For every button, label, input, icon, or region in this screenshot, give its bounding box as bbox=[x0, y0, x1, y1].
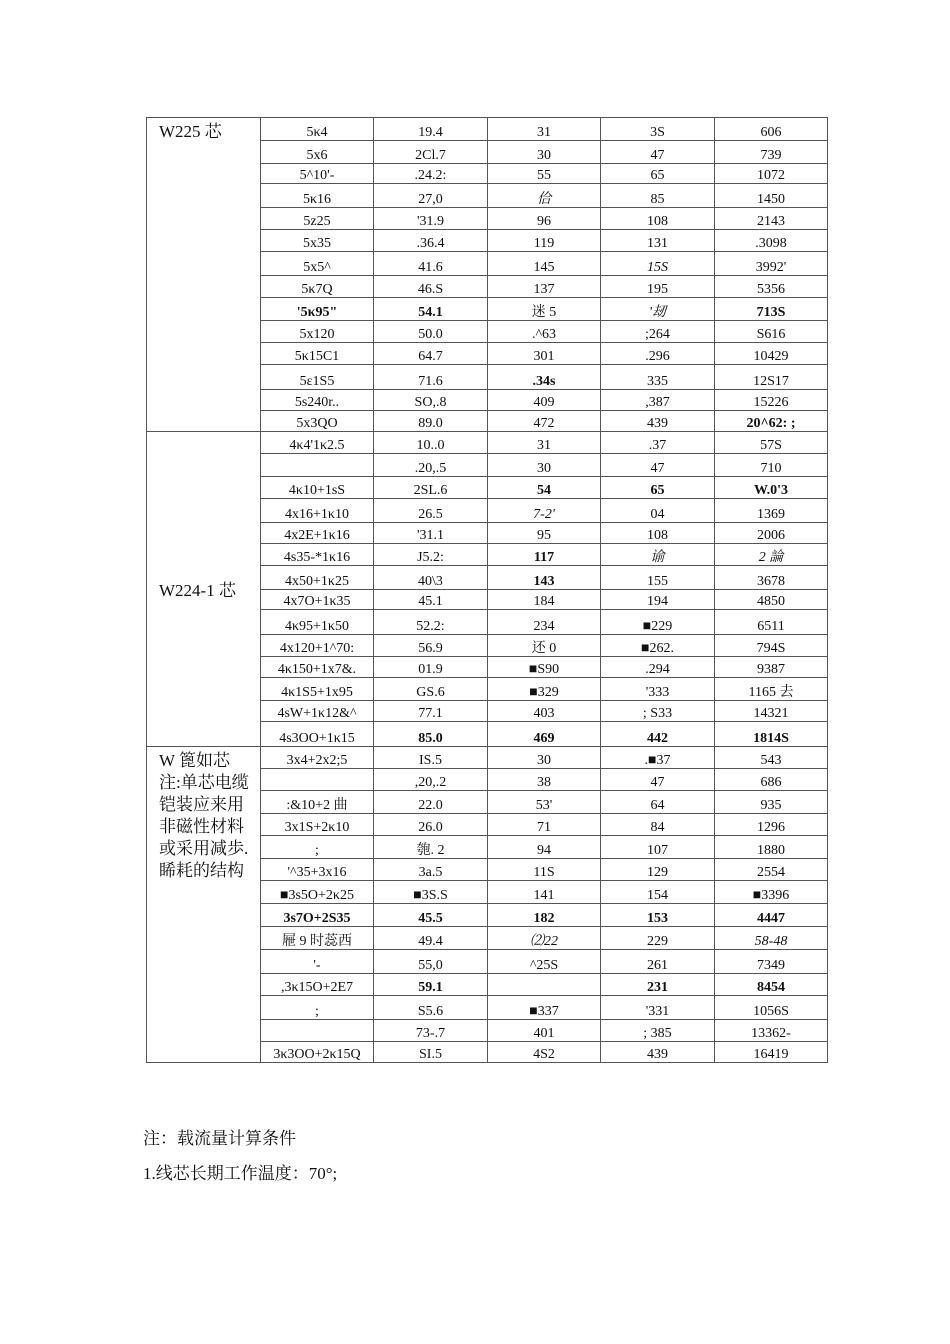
value-cell: 335 bbox=[601, 365, 715, 390]
value-cell: 65 bbox=[601, 164, 715, 184]
spec-cell: 4κ95+1κ50 bbox=[261, 610, 374, 635]
spec-cell: 3x4+2x2;5 bbox=[261, 747, 374, 769]
value-cell: 47 bbox=[601, 769, 715, 791]
spec-cell: '^35+3x16 bbox=[261, 859, 374, 881]
value-cell: ;264 bbox=[601, 321, 715, 343]
value-cell: 26.5 bbox=[374, 499, 488, 523]
value-cell: 108 bbox=[601, 523, 715, 544]
value-cell: 7-2' bbox=[488, 499, 601, 523]
value-cell: 143 bbox=[488, 566, 601, 590]
value-cell: 谕 bbox=[601, 544, 715, 566]
value-cell: 442 bbox=[601, 722, 715, 747]
spec-cell: 4κ1S5+1x95 bbox=[261, 678, 374, 701]
spec-cell: ,3κ15O+2E7 bbox=[261, 974, 374, 996]
value-cell: 739 bbox=[715, 141, 828, 164]
value-cell: 472 bbox=[488, 411, 601, 432]
table-row bbox=[147, 432, 828, 454]
value-cell: 153 bbox=[601, 904, 715, 927]
value-cell: 85.0 bbox=[374, 722, 488, 747]
spec-cell: '5κ95" bbox=[261, 298, 374, 321]
table-row bbox=[147, 747, 828, 769]
value-cell: 1450 bbox=[715, 184, 828, 208]
spec-cell: 5s240r.. bbox=[261, 390, 374, 411]
value-cell: 46.S bbox=[374, 276, 488, 298]
value-cell: 194 bbox=[601, 590, 715, 610]
value-cell: 4447 bbox=[715, 904, 828, 927]
value-cell: 73-.7 bbox=[374, 1020, 488, 1042]
spec-cell: 5κ4 bbox=[261, 118, 374, 141]
value-cell: 1296 bbox=[715, 814, 828, 836]
value-cell: '31.9 bbox=[374, 208, 488, 230]
value-cell: 11S bbox=[488, 859, 601, 881]
value-cell: 4850 bbox=[715, 590, 828, 610]
value-cell: 01.9 bbox=[374, 657, 488, 678]
value-cell: 13362- bbox=[715, 1020, 828, 1042]
value-cell: 2SL.6 bbox=[374, 477, 488, 499]
value-cell: 231 bbox=[601, 974, 715, 996]
value-cell: 14321 bbox=[715, 701, 828, 722]
value-cell: 184 bbox=[488, 590, 601, 610]
value-cell: 3S bbox=[601, 118, 715, 141]
value-cell: ■S90 bbox=[488, 657, 601, 678]
spec-cell: '- bbox=[261, 950, 374, 974]
value-cell: 3a.5 bbox=[374, 859, 488, 881]
spec-cell: :&10+2 曲 bbox=[261, 791, 374, 814]
value-cell: 16419 bbox=[715, 1042, 828, 1063]
value-cell: 10429 bbox=[715, 343, 828, 365]
value-cell: 89.0 bbox=[374, 411, 488, 432]
value-cell: 195 bbox=[601, 276, 715, 298]
value-cell: .294 bbox=[601, 657, 715, 678]
value-cell: 543 bbox=[715, 747, 828, 769]
value-cell: .■37 bbox=[601, 747, 715, 769]
group-label: W224-1 芯 bbox=[147, 432, 261, 747]
value-cell: 还 0 bbox=[488, 635, 601, 657]
value-cell: 234 bbox=[488, 610, 601, 635]
value-cell: 45.1 bbox=[374, 590, 488, 610]
value-cell: 155 bbox=[601, 566, 715, 590]
value-cell: SO,.8 bbox=[374, 390, 488, 411]
spec-cell: 5x6 bbox=[261, 141, 374, 164]
value-cell: 2554 bbox=[715, 859, 828, 881]
group-label: W225 芯 bbox=[147, 118, 261, 432]
value-cell: 2Cl.7 bbox=[374, 141, 488, 164]
value-cell: 1165 去 bbox=[715, 678, 828, 701]
spec-cell: 5^10'- bbox=[261, 164, 374, 184]
value-cell: 20^62: ; bbox=[715, 411, 828, 432]
value-cell: 4S2 bbox=[488, 1042, 601, 1063]
value-cell: 27,0 bbox=[374, 184, 488, 208]
value-cell: 54 bbox=[488, 477, 601, 499]
value-cell: 31 bbox=[488, 432, 601, 454]
value-cell: S616 bbox=[715, 321, 828, 343]
spec-cell: 4x16+1κ10 bbox=[261, 499, 374, 523]
value-cell: 95 bbox=[488, 523, 601, 544]
value-cell: 137 bbox=[488, 276, 601, 298]
value-cell: 2 論 bbox=[715, 544, 828, 566]
value-cell: 53' bbox=[488, 791, 601, 814]
value-cell: 38 bbox=[488, 769, 601, 791]
value-cell: 713S bbox=[715, 298, 828, 321]
spec-cell: ; bbox=[261, 996, 374, 1020]
value-cell: ■337 bbox=[488, 996, 601, 1020]
value-cell: S5.6 bbox=[374, 996, 488, 1020]
value-cell: 47 bbox=[601, 141, 715, 164]
value-cell: 108 bbox=[601, 208, 715, 230]
group-label: W 篦如芯 注:单芯电缆铠装应来用非磁性材料或采用减歩.睎耗的结构 bbox=[147, 747, 261, 1063]
value-cell: 5356 bbox=[715, 276, 828, 298]
value-cell: 迷 5 bbox=[488, 298, 601, 321]
value-cell: 301 bbox=[488, 343, 601, 365]
spec-cell: 4x50+1κ25 bbox=[261, 566, 374, 590]
spec-cell: ; bbox=[261, 836, 374, 859]
value-cell: 31 bbox=[488, 118, 601, 141]
value-cell: 154 bbox=[601, 881, 715, 904]
value-cell: 145 bbox=[488, 252, 601, 276]
spec-cell: 4κ10+1sS bbox=[261, 477, 374, 499]
value-cell: 2006 bbox=[715, 523, 828, 544]
value-cell: 19.4 bbox=[374, 118, 488, 141]
value-cell: 1814S bbox=[715, 722, 828, 747]
spec-cell: 4x7O+1κ35 bbox=[261, 590, 374, 610]
value-cell: .3098 bbox=[715, 230, 828, 252]
value-cell: 229 bbox=[601, 927, 715, 950]
value-cell: 261 bbox=[601, 950, 715, 974]
value-cell: 40\3 bbox=[374, 566, 488, 590]
value-cell: 71.6 bbox=[374, 365, 488, 390]
value-cell: ■3396 bbox=[715, 881, 828, 904]
value-cell: 59.1 bbox=[374, 974, 488, 996]
value-cell: 49.4 bbox=[374, 927, 488, 950]
spec-cell: 3κ3OO+2κ15Q bbox=[261, 1042, 374, 1063]
value-cell: 65 bbox=[601, 477, 715, 499]
spec-cell: ■3s5O+2κ25 bbox=[261, 881, 374, 904]
value-cell: 469 bbox=[488, 722, 601, 747]
value-cell: 64 bbox=[601, 791, 715, 814]
value-cell: 52.2: bbox=[374, 610, 488, 635]
value-cell: '333 bbox=[601, 678, 715, 701]
spec-cell: 5x3QO bbox=[261, 411, 374, 432]
value-cell: 57S bbox=[715, 432, 828, 454]
spec-cell: 5ε1S5 bbox=[261, 365, 374, 390]
value-cell: GS.6 bbox=[374, 678, 488, 701]
value-cell: J5.2: bbox=[374, 544, 488, 566]
value-cell: 佮 bbox=[488, 184, 601, 208]
value-cell: 401 bbox=[488, 1020, 601, 1042]
value-cell: IS.5 bbox=[374, 747, 488, 769]
value-cell: 12S17 bbox=[715, 365, 828, 390]
value-cell: ⑵22 bbox=[488, 927, 601, 950]
spec-cell bbox=[261, 769, 374, 791]
notes-title: 注：载流量计算条件 bbox=[143, 1129, 296, 1148]
spec-cell: 屜 9 时蕊西 bbox=[261, 927, 374, 950]
spec-cell: 4s35-*1κ16 bbox=[261, 544, 374, 566]
value-cell: .34s bbox=[488, 365, 601, 390]
value-cell: .20,.5 bbox=[374, 454, 488, 477]
spec-cell: 5z25 bbox=[261, 208, 374, 230]
value-cell: 41.6 bbox=[374, 252, 488, 276]
value-cell: 7349 bbox=[715, 950, 828, 974]
value-cell: 77.1 bbox=[374, 701, 488, 722]
value-cell: 439 bbox=[601, 411, 715, 432]
value-cell: 45.5 bbox=[374, 904, 488, 927]
spec-cell: 5κ15C1 bbox=[261, 343, 374, 365]
value-cell: .36.4 bbox=[374, 230, 488, 252]
spec-cell: 3x1S+2κ10 bbox=[261, 814, 374, 836]
value-cell: ^25S bbox=[488, 950, 601, 974]
value-cell: 04 bbox=[601, 499, 715, 523]
value-cell: '331 bbox=[601, 996, 715, 1020]
value-cell: ; S33 bbox=[601, 701, 715, 722]
spec-cell: 4sW+1κ12&^ bbox=[261, 701, 374, 722]
value-cell: W.0'3 bbox=[715, 477, 828, 499]
value-cell: 15S bbox=[601, 252, 715, 276]
cable-ampacity-table bbox=[146, 117, 828, 1063]
value-cell: 710 bbox=[715, 454, 828, 477]
value-cell: .24.2: bbox=[374, 164, 488, 184]
spec-cell: 5x35 bbox=[261, 230, 374, 252]
value-cell: 119 bbox=[488, 230, 601, 252]
value-cell: .37 bbox=[601, 432, 715, 454]
value-cell: 403 bbox=[488, 701, 601, 722]
value-cell: 439 bbox=[601, 1042, 715, 1063]
value-cell: 58-48 bbox=[715, 927, 828, 950]
value-cell: 9387 bbox=[715, 657, 828, 678]
value-cell: 8454 bbox=[715, 974, 828, 996]
value-cell: 匏. 2 bbox=[374, 836, 488, 859]
value-cell: ■329 bbox=[488, 678, 601, 701]
spec-cell: 4κ4'1κ2.5 bbox=[261, 432, 374, 454]
value-cell: 182 bbox=[488, 904, 601, 927]
spec-cell: 4κ150+1x7&. bbox=[261, 657, 374, 678]
value-cell: 1072 bbox=[715, 164, 828, 184]
value-cell: ,387 bbox=[601, 390, 715, 411]
value-cell: 935 bbox=[715, 791, 828, 814]
value-cell: 56.9 bbox=[374, 635, 488, 657]
value-cell: 30 bbox=[488, 747, 601, 769]
value-cell: 84 bbox=[601, 814, 715, 836]
value-cell: ,20,.2 bbox=[374, 769, 488, 791]
table-row bbox=[147, 118, 828, 141]
value-cell: 30 bbox=[488, 141, 601, 164]
value-cell: ■3S.S bbox=[374, 881, 488, 904]
value-cell: 117 bbox=[488, 544, 601, 566]
value-cell: 2143 bbox=[715, 208, 828, 230]
value-cell: 10..0 bbox=[374, 432, 488, 454]
value-cell: 1880 bbox=[715, 836, 828, 859]
value-cell: 606 bbox=[715, 118, 828, 141]
notes-line-1: 1.线芯长期工作温度：70°; bbox=[143, 1164, 338, 1183]
value-cell: ■262. bbox=[601, 635, 715, 657]
value-cell: 794S bbox=[715, 635, 828, 657]
spec-cell: 5κ16 bbox=[261, 184, 374, 208]
value-cell: 409 bbox=[488, 390, 601, 411]
value-cell: 64.7 bbox=[374, 343, 488, 365]
value-cell: .296 bbox=[601, 343, 715, 365]
value-cell: 15226 bbox=[715, 390, 828, 411]
value-cell: 50.0 bbox=[374, 321, 488, 343]
spec-cell: 4s3OO+1κ15 bbox=[261, 722, 374, 747]
spec-cell: 3s7O+2S35 bbox=[261, 904, 374, 927]
spec-cell bbox=[261, 1020, 374, 1042]
value-cell: 107 bbox=[601, 836, 715, 859]
value-cell: 71 bbox=[488, 814, 601, 836]
spec-cell: 4x120+1^70: bbox=[261, 635, 374, 657]
value-cell: 47 bbox=[601, 454, 715, 477]
spec-cell: 4x2E+1κ16 bbox=[261, 523, 374, 544]
value-cell: ■229 bbox=[601, 610, 715, 635]
value-cell: .^63 bbox=[488, 321, 601, 343]
value-cell: 131 bbox=[601, 230, 715, 252]
value-cell: 686 bbox=[715, 769, 828, 791]
value-cell: '31.1 bbox=[374, 523, 488, 544]
value-cell: 94 bbox=[488, 836, 601, 859]
value-cell: 54.1 bbox=[374, 298, 488, 321]
spec-cell: 5κ7Q bbox=[261, 276, 374, 298]
value-cell: 26.0 bbox=[374, 814, 488, 836]
value-cell: 3678 bbox=[715, 566, 828, 590]
spec-cell: 5x5^ bbox=[261, 252, 374, 276]
value-cell: 141 bbox=[488, 881, 601, 904]
value-cell: 55,0 bbox=[374, 950, 488, 974]
value-cell: 22.0 bbox=[374, 791, 488, 814]
value-cell: SI.5 bbox=[374, 1042, 488, 1063]
value-cell: ; 385 bbox=[601, 1020, 715, 1042]
value-cell: 129 bbox=[601, 859, 715, 881]
value-cell: 96 bbox=[488, 208, 601, 230]
value-cell bbox=[488, 974, 601, 996]
value-cell: 55 bbox=[488, 164, 601, 184]
spec-cell: 5x120 bbox=[261, 321, 374, 343]
spec-cell bbox=[261, 454, 374, 477]
value-cell: 6511 bbox=[715, 610, 828, 635]
value-cell: 85 bbox=[601, 184, 715, 208]
value-cell: 1056S bbox=[715, 996, 828, 1020]
value-cell: 3992' bbox=[715, 252, 828, 276]
value-cell: 1369 bbox=[715, 499, 828, 523]
value-cell: '刼 bbox=[601, 298, 715, 321]
value-cell: 30 bbox=[488, 454, 601, 477]
